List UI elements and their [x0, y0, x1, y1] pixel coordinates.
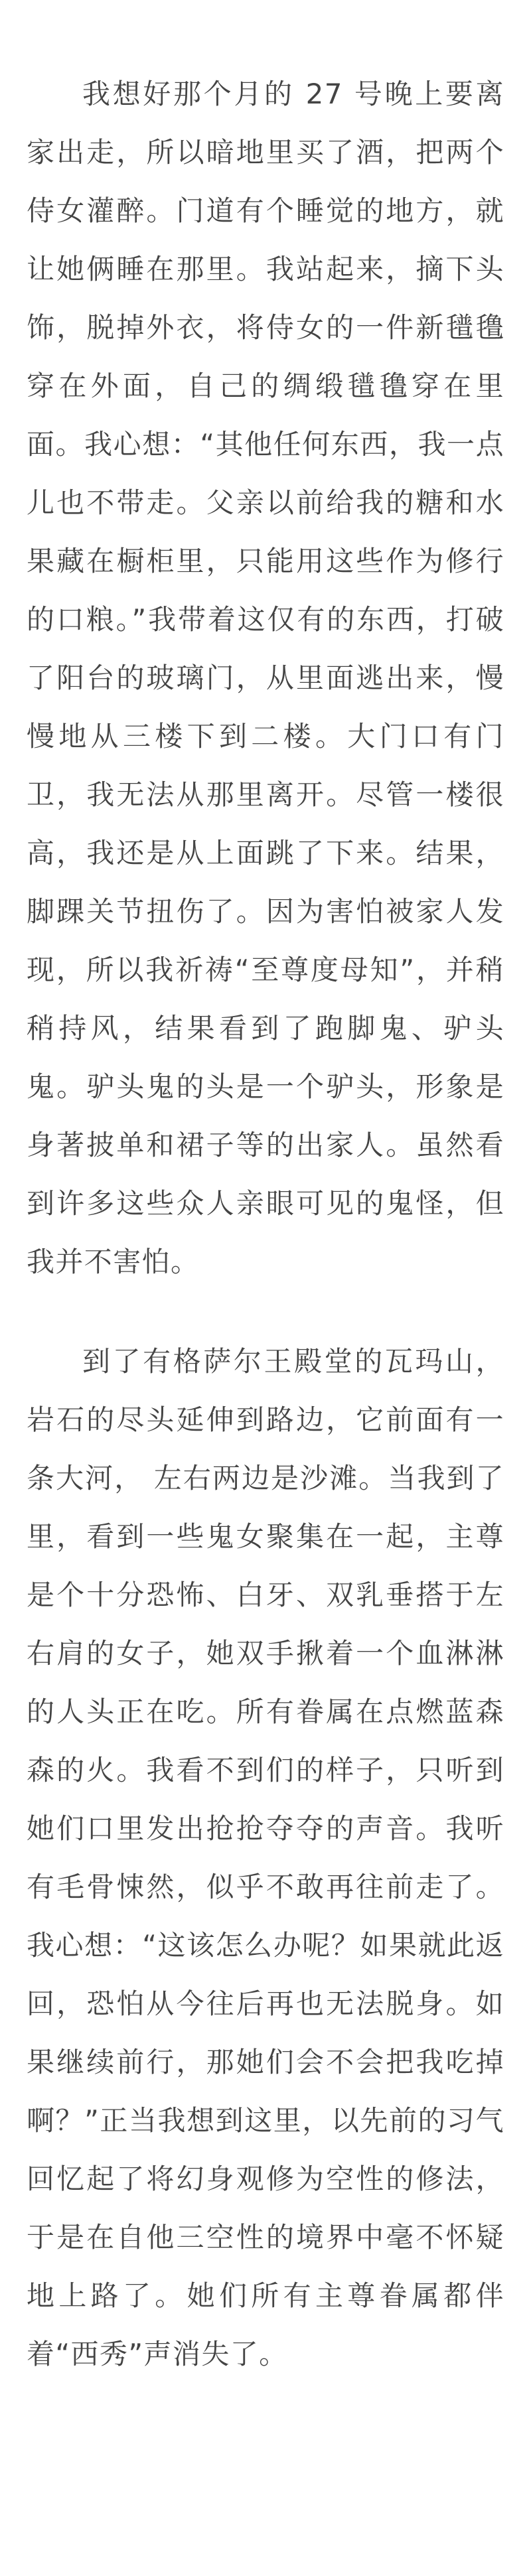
article-paragraph: 到了有格萨尔王殿堂的瓦玛山，岩石的尽头延伸到路边，它前面有一条大河， 左右两边是沙滩。当我到了里，看到一些鬼女聚集在一起，主尊是个十分恐怖、白牙、双乳垂搭于左右肩的女子，她双手揪着一个血淋淋的人头正在吃。所有眷属在点燃蓝森森的火。我看不到们的样子，只听到她们口里发出抢抢夺夺的声音。我听有毛骨悚然，似乎不敢再往前走了。我心想：“这该怎么办呢？如果就此返回，恐怕从今往后再也无法脱身。如果继续前行，那她们会不会把我吃掉啊？”正当我想到这里，以先前的习气回忆起了将幻身观修为空性的修法，于是在自他三空性的境界中毫不怀疑地上路了。她们所有主尊眷属都伴着“西秀”声消失了。	[27, 1345, 504, 2370]
article-paragraph: 我想好那个月的 27 号晚上要离家出走，所以暗地里买了酒，把两个侍女灌醉。门道有个睡觉的地方，就让她俩睡在那里。我站起来，摘下头饰，脱掉外衣，将侍女的一件新氆氇穿在外面，自己的绸缎氆氇穿在里面。我心想：“其他任何东西，我一点儿也不带走。父亲以前给我的糖和水果藏在橱柜里，只能用这些作为修行的口粮。”我带着这仅有的东西，打破了阳台的玻璃门，从里面逃出来，慢慢地从三楼下到二楼。大门口有门卫，我无法从那里离开。尽管一楼很高，我还是从上面跳了下来。结果，脚踝关节扭伤了。因为害怕被家人发现，所以我祈祷“至尊度母知”，并稍稍持风，结果看到了跑脚鬼、驴头鬼。驴头鬼的头是一个驴头，形象是身著披单和裙子等的出家人。虽然看到许多这些众人亲眼可见的鬼怪，但我并不害怕。	[27, 78, 504, 1278]
